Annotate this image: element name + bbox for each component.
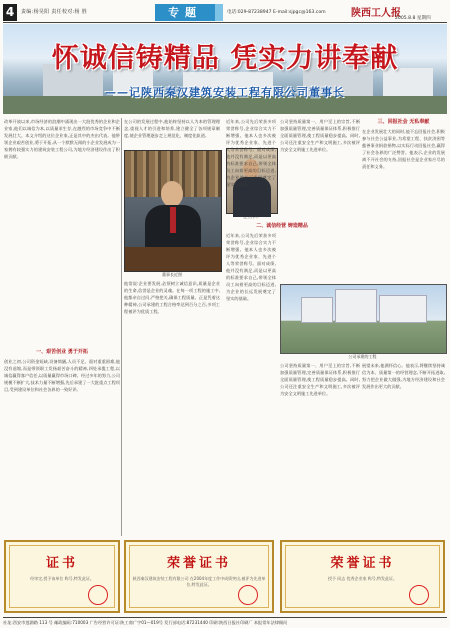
- section-label: 专题: [155, 4, 215, 21]
- section-label-tail: [215, 4, 223, 21]
- certificate-title: 证书: [45, 556, 78, 571]
- issue-date: 2005.8.8 星期四: [395, 16, 431, 21]
- photo-caption-2: 在工作中: [243, 214, 259, 219]
- article-subheading-2: 二、诚信经营 铸造精品: [256, 223, 308, 229]
- article-column-5: 在企业发展壮大的同时,他不忘回报社会,积极参与社会公益事业,为希望工程、扶贫济困等慈善事业捐款捐物,以实际行动回报社会,赢得了社会各界的广泛赞誉。他表示,企业的发展离不开社会的支持,回报社会是企业家应尽的责任和义务。: [362, 129, 445, 169]
- article-column-4: 公司坚持质量第一、用户至上的宗旨,不断加强质量管理,完善质量保证体系,积极推行全面质量管理,使工程质量稳步提高。同时,公司还注重安全生产和文明施工,多次被评为安全文明施工先进单位。: [280, 119, 360, 152]
- page-footer: 社址:西安市莲湖路 113 号 邮政编码:710003 广告经营许可证:陕工商广字01—019号 发行部电话:87231440 印刷:陕西日报社印刷厂 本报常年法律顾问: [3, 617, 447, 628]
- chairman-photo: [124, 150, 222, 272]
- person-head: [161, 181, 183, 207]
- building-photo: [280, 284, 447, 354]
- headline: 怀诚信铸精品 凭实力讲奉献: [51, 43, 399, 74]
- article-column-1: 改革开放以来,市场经济的浪潮中涌现出一大批优秀的企业和企业家,他们以诚信为本,以质量求生存,在激烈的市场竞争中不断发展壮大。本文介绍的这位企业家,正是其中的杰出代表。他带领企业艰苦创业,勇于开拓,从一个默默无闻的小企业发展成为一家拥有较强实力的建筑安装工程公司,为地方经济建设作出了积极贡献。: [4, 119, 120, 159]
- article-column-6: 展望未来,他满怀信心。他表示,将继续坚持诚信为本、质量第一的经营理念,不断开拓进取,努力把企业做大做强,为地方经济建设和社会发展作出更大的贡献。: [362, 363, 445, 389]
- article-column-1-bottom: 创业之初,公司资金短缺,设备简陋,人员不足。面对重重困难,他没有退缩,而是带领职工发扬艰苦奋斗的精神,四处承揽工程,以诚信赢得客户信任,以质量赢得市场口碑。经过多年的努力,公司规模不断扩大,技术力量不断增强,先后承建了一大批重点工程项目,受到建设单位和社会各界的一致好评。: [4, 359, 120, 392]
- certificate-3: [280, 540, 445, 613]
- certificate-1: [4, 540, 120, 613]
- article-column-2: 他常说:企业要发展,必须树立诚信意识,质量是企业的生命,信誉是企业的灵魂。在每一项工程的施工中,他都亲自过问,严格把关,确保工程质量。正是凭着这种精神,公司承建的工程合格率达到百分之百,多项工程被评为优质工程。: [124, 281, 220, 314]
- seal-icon: [88, 585, 108, 605]
- article-subheading-3: 三、回报社会 无私奉献: [377, 119, 430, 125]
- photo-caption-1: 董事长近照: [162, 272, 182, 277]
- seal-icon: [238, 585, 258, 605]
- column-rule: [121, 118, 122, 536]
- desk: [125, 247, 221, 271]
- contact-info: 电话:029-87238947 E-mail:sjpgc@163.com: [227, 10, 326, 15]
- certificate-text: 经审定,授予该单位 称号,特发此证。: [30, 576, 94, 581]
- newspaper-logo: 陕西工人报: [351, 8, 401, 19]
- photo-building: [379, 295, 427, 323]
- photo-caption-3: 公司承建的工程: [348, 354, 377, 359]
- article-column-2-intro: 在公司的发展过程中,他始终坚持以人为本的管理理念,重视人才的引进和培养,建立健全了各项规章制度,使企业管理逐步走上规范化、制度化轨道。: [124, 119, 220, 138]
- article-subheading-1: 一、艰苦创业 勇于开拓: [36, 349, 88, 355]
- person-tie: [170, 207, 176, 233]
- certificate-title: 荣誉证书: [330, 556, 395, 571]
- photo-building: [335, 289, 377, 323]
- article-column-3: 近年来,公司先后荣获多项荣誉称号,企业综合实力不断增强。他本人也多次被评为优秀企业家、先进个人等荣誉称号。面对成绩,他并没有满足,而是以更高的标准要求自己,带领全体员工向着更高的目标迈进,为企业的长远发展奠定了坚实的基础。: [226, 233, 276, 301]
- article-column-4-bottom: 公司坚持质量第一、用户至上的宗旨,不断加强质量管理,完善质量保证体系,积极推行全面质量管理,使工程质量稳步提高。同时,公司还注重安全生产和文明施工,多次被评为安全文明施工先进单位。: [280, 363, 360, 396]
- photo-building: [301, 297, 333, 323]
- certificate-text: 授予 同志 优秀企业家 称号,特发此证。: [327, 576, 398, 581]
- masthead: [3, 4, 447, 23]
- certificate-title: 荣誉证书: [166, 556, 231, 571]
- headline-banner: [3, 24, 447, 114]
- subheadline: ——记陕西秦汉建筑安装工程有限公司董事长: [105, 86, 345, 99]
- article-column-3-top: 近年来,公司先后荣获多项荣誉称号,企业综合实力不断增强。他本人也多次被评为优秀企业家、先进个人等荣誉称号。面对成绩,他并没有满足,而是以更高的标准要求自己,带领全体员工向着更高的目标迈进,为企业的长远发展奠定了坚实的基础。: [226, 119, 276, 187]
- editor-line: 责编:杨昊阳 责任校对:杨 胜: [21, 9, 88, 15]
- seal-icon: [409, 585, 429, 605]
- certificate-2: [124, 540, 274, 613]
- page-number: 4: [3, 4, 17, 21]
- certificate-text: 陕西秦汉建筑安装工程有限公司 在2004年度工作中成绩突出,被评为先进单位,特发此证。: [132, 576, 266, 587]
